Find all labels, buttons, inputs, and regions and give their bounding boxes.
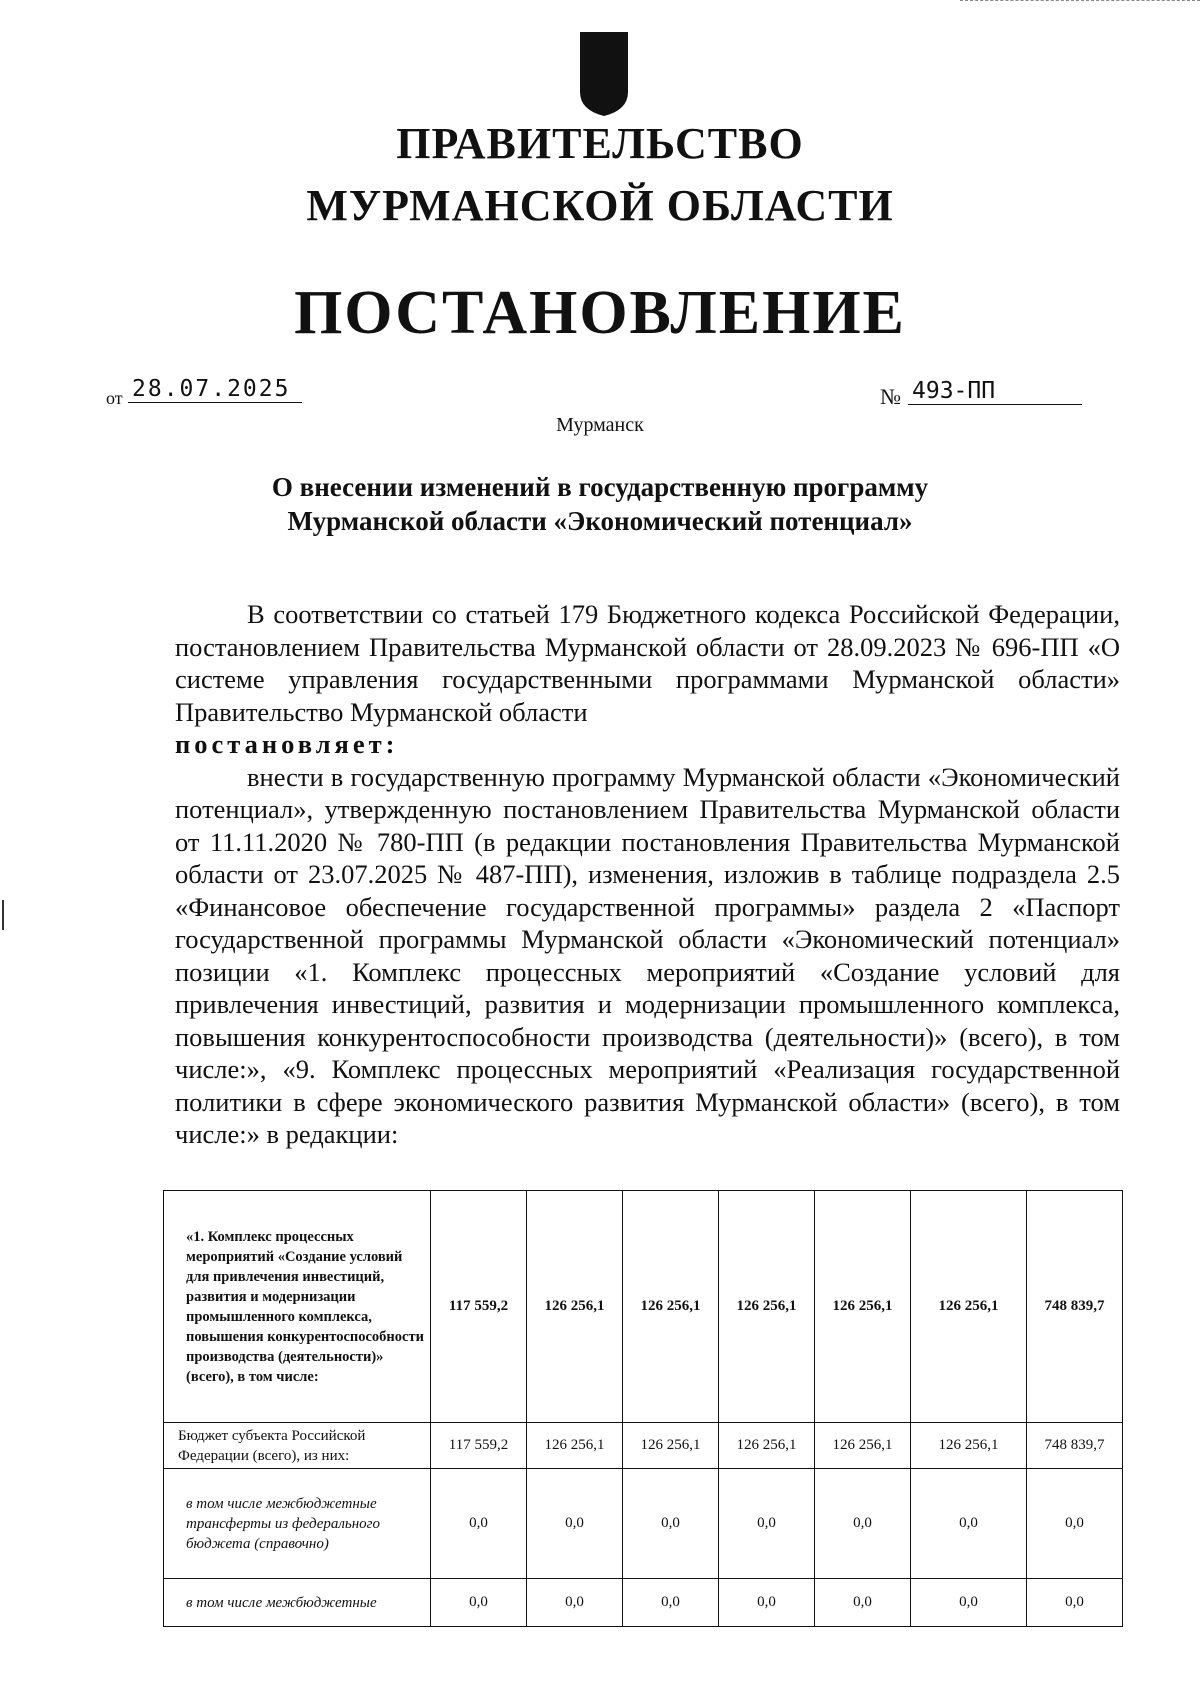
number-label: № [880, 384, 901, 409]
table-cell-name: «1. Комплекс процессных мероприятий «Создание условий для привлечения инвестиций, развития и модернизации промышленного комплекса, повышения конкурентоспособности производства (деятельности)» (всего), в том числе: [164, 1191, 431, 1423]
coat-of-arms-icon [578, 30, 630, 118]
body-paragraph-2: внести в государственную программу Мурманской области «Экономический потенциал», утвержденную постановлением Правительства Мурманской области от 11.11.2020 № 780-ПП (в редакции постановления Правительства Мурманской области от 23.07.2025 № 487-ПП), изменения, изложив в таблице подраздела 2.5 «Финансовое обеспечение государственной программы» раздела 2 «Паспорт государственной программы Мурманской области «Экономический потенциал» позиции «1. Комплекс процессных мероприятий «Создание условий для привлечения инвестиций, развития и модернизации промышленного комплекса, повышения конкурентоспособности производства (деятельности)» (всего), в том числе:», «9. Комплекс процессных мероприятий «Реализация государственной политики в сфере экономического развития Мурманской области» (всего), в том числе:» в редакции: [175, 761, 1120, 1149]
org-name-line2: МУРМАНСКОЙ ОБЛАСТИ [306, 181, 894, 230]
table-cell: 0,0 [527, 1469, 623, 1579]
top-edge-dashes [960, 0, 1200, 3]
table-cell: 0,0 [815, 1579, 911, 1627]
table-cell: 126 256,1 [815, 1423, 911, 1469]
table-cell: 0,0 [815, 1469, 911, 1579]
table-cell: 126 256,1 [623, 1423, 719, 1469]
table-row [164, 1469, 1123, 1579]
document-date: 28.07.2025 [128, 376, 302, 403]
document-title [0, 470, 1200, 538]
table-cell: 0,0 [431, 1579, 527, 1627]
table-cell: 0,0 [527, 1579, 623, 1627]
table-row [164, 1191, 1123, 1423]
table-cell: 0,0 [1027, 1579, 1123, 1627]
table-cell: 126 256,1 [527, 1423, 623, 1469]
document-number: 493-ПП [908, 378, 1082, 405]
table-cell: 0,0 [911, 1579, 1027, 1627]
document-body [175, 598, 1120, 1151]
table-cell: 0,0 [911, 1469, 1027, 1579]
table-cell: 126 256,1 [623, 1191, 719, 1423]
table-cell: 117 559,2 [431, 1423, 527, 1469]
table-cell: 126 256,1 [911, 1191, 1027, 1423]
title-line1: О внесении изменений в государственную программу [271, 472, 929, 502]
table-cell: 126 256,1 [911, 1423, 1027, 1469]
table-cell: 126 256,1 [719, 1191, 815, 1423]
table-cell: 0,0 [431, 1469, 527, 1579]
table-cell-name: Бюджет субъекта Российской Федерации (всего), из них: [164, 1423, 431, 1469]
table-cell: 0,0 [719, 1469, 815, 1579]
table-cell-name: в том числе межбюджетные [164, 1579, 431, 1627]
table-cell-name: в том числе межбюджетные трансферты из федерального бюджета (справочно) [164, 1469, 431, 1579]
table-cell: 0,0 [719, 1579, 815, 1627]
title-line2: Мурманской области «Экономический потенциал» [287, 506, 913, 536]
org-name-line1: ПРАВИТЕЛЬСТВО [396, 119, 804, 168]
city-name: Мурманск [556, 414, 644, 436]
table-cell: 0,0 [623, 1579, 719, 1627]
document-type: ПОСТАНОВЛЕНИЕ [294, 279, 906, 347]
table-cell: 748 839,7 [1027, 1423, 1123, 1469]
table-cell: 117 559,2 [431, 1191, 527, 1423]
date-label: от [106, 388, 123, 408]
financing-table [163, 1190, 1123, 1627]
table-cell: 0,0 [623, 1469, 719, 1579]
table-cell: 748 839,7 [1027, 1191, 1123, 1423]
table-row [164, 1423, 1123, 1469]
decree-word: постановляет: [175, 729, 399, 759]
table-cell: 126 256,1 [815, 1191, 911, 1423]
table-cell: 126 256,1 [719, 1423, 815, 1469]
table-cell: 0,0 [1027, 1469, 1123, 1579]
table-row [164, 1579, 1123, 1627]
scan-edge-mark [2, 900, 4, 930]
body-paragraph-1: В соответствии со статьей 179 Бюджетного кодекса Российской Федерации, постановлением Правительства Мурманской области от 28.09.2023 № 696-ПП «О системе управления государственными программами Мурманской области» Правительство Мурманской области [175, 599, 1120, 727]
table-cell: 126 256,1 [527, 1191, 623, 1423]
